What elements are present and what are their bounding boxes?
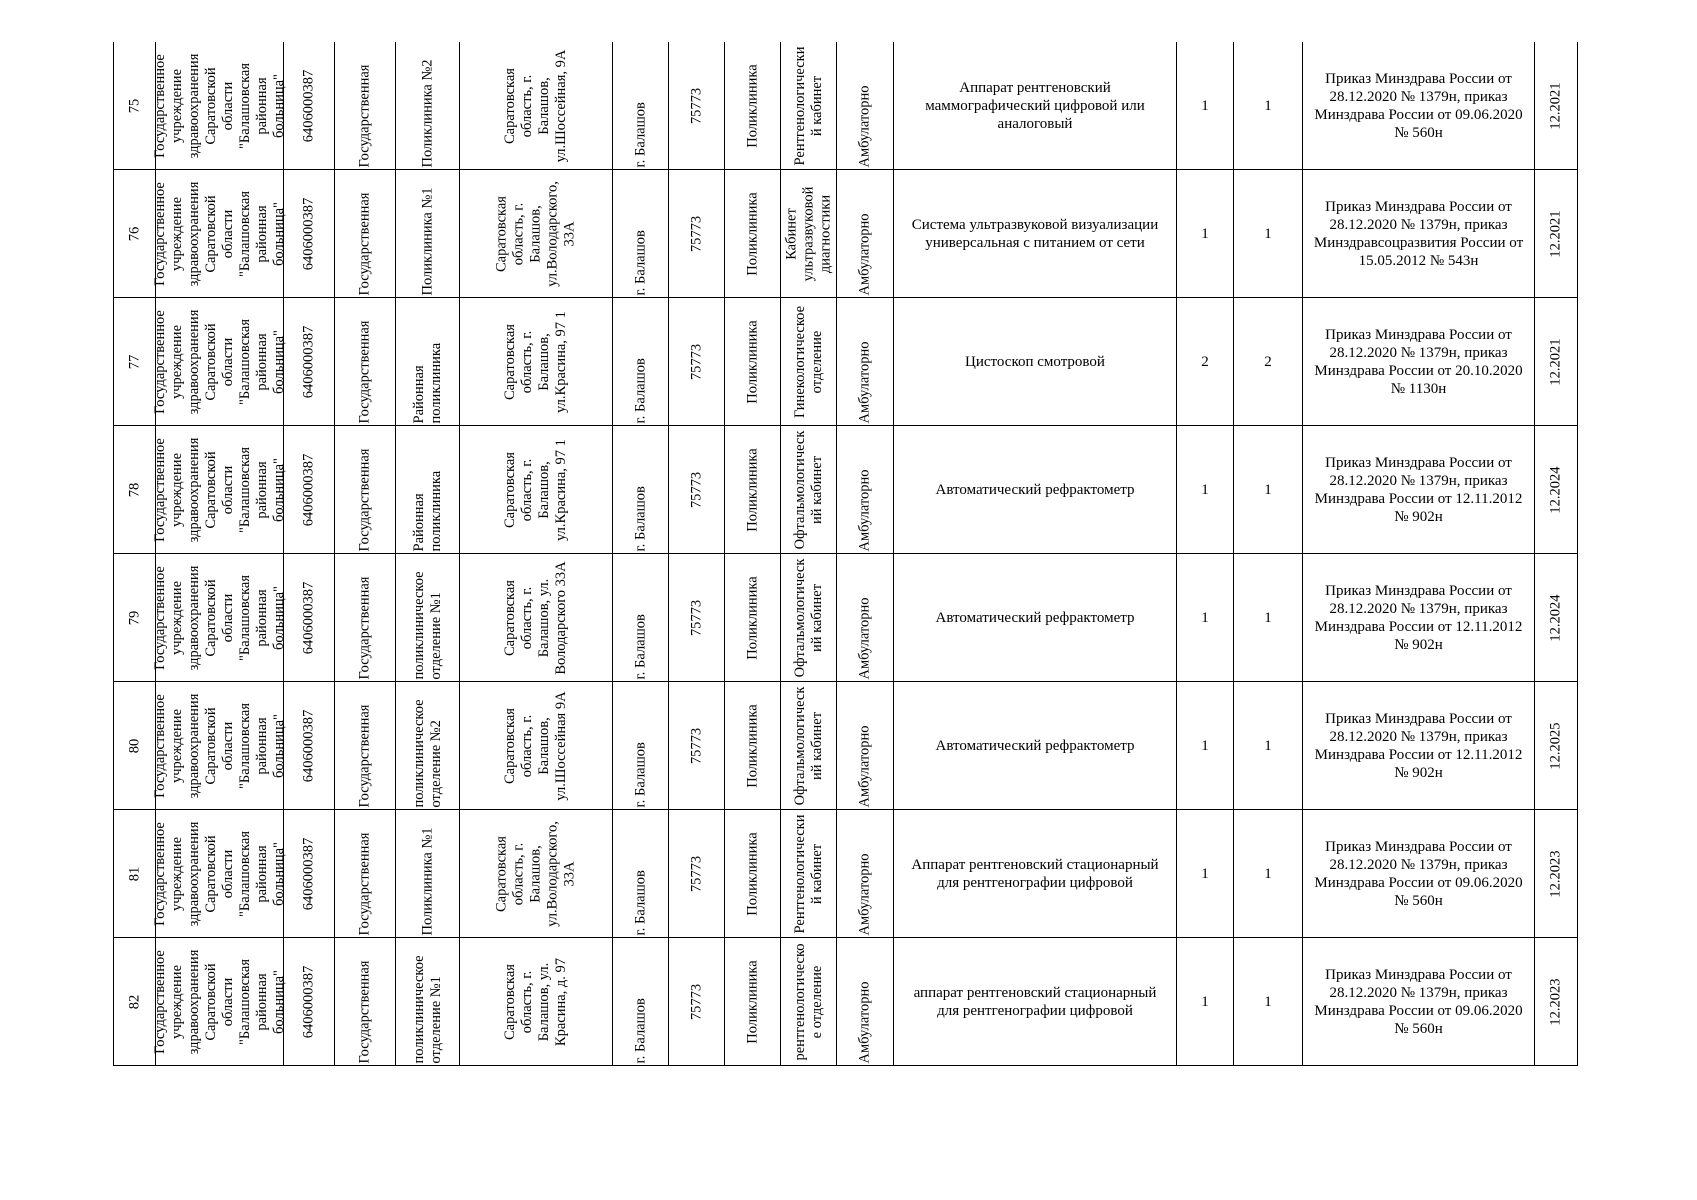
department-cell <box>781 682 837 810</box>
care-conditions: Амбулаторно <box>856 468 873 551</box>
equipment-name-cell <box>894 554 1177 682</box>
legal-basis: Приказ Минздрава России от 28.12.2020 № 1379н, приказ Минздрава России от 20.10.2020 № 1130н <box>1314 326 1523 397</box>
address: Саратовская область, г. Балашов, ул.Шоссейная, 9А <box>502 49 569 162</box>
organization-name: Государственное учреждение здравоохранения Саратовской области "Балашовская районная больница" <box>151 949 287 1054</box>
territory-code-cell <box>669 682 725 810</box>
ownership-form: Государственная <box>356 576 373 679</box>
quantity-required: 1 <box>1201 865 1209 882</box>
row-number: 79 <box>126 610 142 625</box>
territory-code: 75773 <box>688 855 704 892</box>
quantity-planned: 1 <box>1264 737 1272 754</box>
unit-name-cell <box>396 682 460 810</box>
quantity-planned: 1 <box>1264 97 1272 114</box>
ownership-form: Государственная <box>356 192 373 295</box>
city: г. Балашов <box>632 997 648 1063</box>
organization-name: Государственное учреждение здравоохранения Саратовской области "Балашовская районная больница" <box>151 181 287 286</box>
facility-type: Поликлиника <box>744 703 760 788</box>
organization-name-cell <box>151 810 287 938</box>
unit-name: поликлиническое отделение №1 <box>410 954 444 1063</box>
equipment-name: Аппарат рентгеновский стационарный для рентгенографии цифровой <box>911 856 1159 891</box>
organization-name-cell <box>151 42 287 170</box>
quantity-planned: 1 <box>1264 865 1272 882</box>
legal-basis: Приказ Минздрава России от 28.12.2020 № 1379н, приказ Минздрава России от 12.11.2012 № 902н <box>1314 582 1523 653</box>
row-number: 80 <box>126 738 142 753</box>
organization-name: Государственное учреждение здравоохранения Саратовской области "Балашовская районная больница" <box>151 693 287 798</box>
due-date-cell <box>1535 810 1578 938</box>
row-number: 77 <box>126 354 142 369</box>
city: г. Балашов <box>632 357 648 423</box>
ownership-form-cell <box>335 810 396 938</box>
city: г. Балашов <box>632 229 648 295</box>
address: Саратовская область, г. Балашов, ул.Красина, 97 1 <box>502 438 569 541</box>
row-number: 78 <box>126 482 142 497</box>
unit-name-cell <box>396 810 460 938</box>
inn-cell <box>284 170 335 298</box>
care-conditions-cell <box>837 42 894 170</box>
facility-type-cell <box>725 938 781 1066</box>
table-row <box>114 298 1578 426</box>
address-cell <box>460 682 613 810</box>
care-conditions: Амбулаторно <box>856 596 873 679</box>
department-cell <box>781 810 837 938</box>
department: Рентгенологический кабинет <box>791 814 825 933</box>
facility-type: Поликлиника <box>744 191 760 276</box>
inn-cell <box>284 682 335 810</box>
quantity-planned-cell <box>1234 682 1303 810</box>
unit-name-cell <box>396 170 460 298</box>
facility-type-cell <box>725 810 781 938</box>
row-number-cell <box>114 810 156 938</box>
quantity-required-cell <box>1177 170 1234 298</box>
ownership-form-cell <box>335 426 396 554</box>
city-cell <box>613 938 669 1066</box>
legal-basis: Приказ Минздрава России от 28.12.2020 № 1379н, приказ Минздрава России от 12.11.2012 № 902н <box>1314 454 1523 525</box>
legal-basis-cell <box>1303 426 1535 554</box>
unit-name: поликлиническое отделение №1 <box>410 570 444 679</box>
ownership-form: Государственная <box>356 320 373 423</box>
territory-code-cell <box>669 554 725 682</box>
equipment-name: аппарат рентгеновский стационарный для рентгенографии цифровой <box>913 984 1157 1019</box>
quantity-required-cell <box>1177 42 1234 170</box>
city: г. Балашов <box>632 869 648 935</box>
due-date-cell <box>1535 938 1578 1066</box>
facility-type-cell <box>725 554 781 682</box>
city: г. Балашов <box>632 741 648 807</box>
legal-basis-cell <box>1303 298 1535 426</box>
legal-basis-cell <box>1303 554 1535 682</box>
quantity-planned: 1 <box>1264 481 1272 498</box>
facility-type-cell <box>725 298 781 426</box>
row-number: 81 <box>126 866 142 881</box>
territory-code-cell <box>669 170 725 298</box>
address: Саратовская область, г. Балашов, ул.Володарского, 33А <box>493 180 578 287</box>
legal-basis: Приказ Минздрава России от 28.12.2020 № 1379н, приказ Минздрава России от 12.11.2012 № 902н <box>1314 710 1523 781</box>
city-cell <box>613 42 669 170</box>
city: г. Балашов <box>632 485 648 551</box>
ownership-form-cell <box>335 554 396 682</box>
city: г. Балашов <box>632 101 648 167</box>
department-cell <box>781 938 837 1066</box>
city: г. Балашов <box>632 613 648 679</box>
equipment-table <box>113 42 1578 1066</box>
territory-code: 75773 <box>688 215 704 252</box>
table-row <box>114 938 1578 1066</box>
inn-cell <box>284 938 335 1066</box>
quantity-required-cell <box>1177 426 1234 554</box>
territory-code: 75773 <box>688 87 704 124</box>
equipment-name: Система ультразвуковой визуализации универсальная с питанием от сети <box>911 216 1159 251</box>
due-date-cell <box>1535 554 1578 682</box>
quantity-planned: 2 <box>1264 353 1272 370</box>
unit-name: поликлиническое отделение №2 <box>410 698 444 807</box>
city-cell <box>613 298 669 426</box>
inn: 6406000387 <box>300 69 317 142</box>
row-number: 75 <box>126 98 142 113</box>
equipment-name: Аппарат рентгеновский маммографический цифровой или аналоговый <box>925 79 1145 132</box>
care-conditions-cell <box>837 682 894 810</box>
equipment-name-cell <box>894 810 1177 938</box>
care-conditions: Амбулаторно <box>856 724 873 807</box>
row-number-cell <box>114 426 156 554</box>
city-cell <box>613 810 669 938</box>
address: Саратовская область, г. Балашов, ул. Володарского 33А <box>502 560 569 675</box>
inn-cell <box>284 426 335 554</box>
legal-basis: Приказ Минздрава России от 28.12.2020 № 1379н, приказ Минздрава России от 09.06.2020 № 560н <box>1314 966 1523 1037</box>
due-date-cell <box>1535 426 1578 554</box>
address: Саратовская область, г. Балашов, ул.Шоссейная 9А <box>502 690 569 801</box>
quantity-required-cell <box>1177 938 1234 1066</box>
organization-name: Государственное учреждение здравоохранения Саратовской области "Балашовская районная больница" <box>151 821 287 926</box>
organization-name-cell <box>151 298 287 426</box>
territory-code-cell <box>669 938 725 1066</box>
inn: 6406000387 <box>300 709 317 782</box>
table-row <box>114 810 1578 938</box>
due-date-cell <box>1535 42 1578 170</box>
address-cell <box>460 170 613 298</box>
organization-name: Государственное учреждение здравоохранения Саратовской области "Балашовская районная больница" <box>151 565 287 670</box>
care-conditions-cell <box>837 298 894 426</box>
organization-name-cell <box>151 554 287 682</box>
quantity-required: 1 <box>1201 97 1209 114</box>
department-cell <box>781 554 837 682</box>
facility-type-cell <box>725 170 781 298</box>
row-number-cell <box>114 682 156 810</box>
legal-basis-cell <box>1303 42 1535 170</box>
care-conditions: Амбулаторно <box>856 340 873 423</box>
legal-basis-cell <box>1303 682 1535 810</box>
territory-code: 75773 <box>688 471 704 508</box>
territory-code-cell <box>669 298 725 426</box>
inn-cell <box>284 298 335 426</box>
quantity-required: 1 <box>1201 225 1209 242</box>
inn-cell <box>284 554 335 682</box>
quantity-required-cell <box>1177 554 1234 682</box>
legal-basis: Приказ Минздрава России от 28.12.2020 № 1379н, приказ Минздрава России от 09.06.2020 № 560н <box>1314 70 1523 141</box>
organization-name-cell <box>151 426 287 554</box>
row-number-cell <box>114 554 156 682</box>
equipment-name-cell <box>894 426 1177 554</box>
care-conditions: Амбулаторно <box>856 980 873 1063</box>
quantity-planned: 1 <box>1264 609 1272 626</box>
department: рентгенологическое отделение <box>791 942 825 1061</box>
due-date: 12.2025 <box>1547 721 1564 770</box>
organization-name: Государственное учреждение здравоохранения Саратовской области "Балашовская районная больница" <box>151 309 287 414</box>
inn: 6406000387 <box>300 197 317 270</box>
unit-name: Поликлиника №2 <box>419 58 435 167</box>
equipment-name: Автоматический рефрактометр <box>935 609 1135 626</box>
territory-code-cell <box>669 810 725 938</box>
legal-basis-cell <box>1303 810 1535 938</box>
quantity-planned-cell <box>1234 42 1303 170</box>
care-conditions: Амбулаторно <box>856 212 873 295</box>
department: Офтальмологический кабинет <box>791 558 825 677</box>
territory-code-cell <box>669 426 725 554</box>
unit-name-cell <box>396 554 460 682</box>
ownership-form: Государственная <box>356 960 373 1063</box>
address: Саратовская область, г. Балашов, ул.Володарского, 33А <box>493 820 578 927</box>
due-date-cell <box>1535 298 1578 426</box>
department-cell <box>781 298 837 426</box>
unit-name-cell <box>396 42 460 170</box>
facility-type: Поликлиника <box>744 959 760 1044</box>
ownership-form: Государственная <box>356 448 373 551</box>
care-conditions-cell <box>837 938 894 1066</box>
address-cell <box>460 554 613 682</box>
city-cell <box>613 682 669 810</box>
organization-name-cell <box>151 682 287 810</box>
row-number-cell <box>114 42 156 170</box>
table-row <box>114 426 1578 554</box>
department-cell <box>781 170 837 298</box>
ownership-form-cell <box>335 170 396 298</box>
territory-code: 75773 <box>688 343 704 380</box>
equipment-name: Цистоскоп смотровой <box>965 353 1105 370</box>
address: Саратовская область, г. Балашов, ул. Красина, д. 97 <box>502 957 569 1046</box>
due-date: 12.2021 <box>1547 81 1564 130</box>
due-date: 12.2024 <box>1547 465 1564 514</box>
inn: 6406000387 <box>300 581 317 654</box>
care-conditions-cell <box>837 554 894 682</box>
table-row <box>114 554 1578 682</box>
inn: 6406000387 <box>300 837 317 910</box>
quantity-required: 1 <box>1201 993 1209 1010</box>
quantity-planned-cell <box>1234 426 1303 554</box>
row-number-cell <box>114 938 156 1066</box>
department-cell <box>781 42 837 170</box>
care-conditions: Амбулаторно <box>856 84 873 167</box>
quantity-required: 2 <box>1201 353 1209 370</box>
address-cell <box>460 426 613 554</box>
table-row <box>114 42 1578 170</box>
care-conditions: Амбулаторно <box>856 852 873 935</box>
quantity-required: 1 <box>1201 609 1209 626</box>
quantity-planned-cell <box>1234 810 1303 938</box>
unit-name: Поликлиника №1 <box>419 186 435 295</box>
quantity-required-cell <box>1177 298 1234 426</box>
address-cell <box>460 810 613 938</box>
quantity-planned: 1 <box>1264 993 1272 1010</box>
territory-code: 75773 <box>688 599 704 636</box>
unit-name: Поликлиника №1 <box>419 826 435 935</box>
care-conditions-cell <box>837 810 894 938</box>
equipment-name-cell <box>894 170 1177 298</box>
quantity-planned-cell <box>1234 938 1303 1066</box>
inn-cell <box>284 42 335 170</box>
department: Офтальмологический кабинет <box>791 686 825 805</box>
territory-code: 75773 <box>688 727 704 764</box>
equipment-name-cell <box>894 298 1177 426</box>
quantity-planned-cell <box>1234 170 1303 298</box>
organization-name-cell <box>151 170 287 298</box>
department-cell <box>781 426 837 554</box>
table-body <box>114 42 1578 1066</box>
facility-type: Поликлиника <box>744 319 760 404</box>
address: Саратовская область, г. Балашов, ул.Красина, 97 1 <box>502 310 569 413</box>
legal-basis: Приказ Минздрава России от 28.12.2020 № 1379н, приказ Минздрава России от 09.06.2020 № 560н <box>1314 838 1523 909</box>
due-date: 12.2021 <box>1547 337 1564 386</box>
quantity-planned-cell <box>1234 298 1303 426</box>
ownership-form: Государственная <box>356 704 373 807</box>
unit-name-cell <box>396 298 460 426</box>
unit-name: Районная поликлиника <box>410 470 444 551</box>
due-date: 12.2024 <box>1547 593 1564 642</box>
facility-type: Поликлиника <box>744 447 760 532</box>
city-cell <box>613 426 669 554</box>
unit-name: Районная поликлиника <box>410 342 444 423</box>
inn: 6406000387 <box>300 965 317 1038</box>
row-number: 76 <box>126 226 142 241</box>
department: Рентгенологический кабинет <box>791 46 825 165</box>
organization-name: Государственное учреждение здравоохранения Саратовской области "Балашовская районная больница" <box>151 53 287 158</box>
quantity-required-cell <box>1177 810 1234 938</box>
ownership-form-cell <box>335 298 396 426</box>
row-number: 82 <box>126 994 142 1009</box>
equipment-name-cell <box>894 42 1177 170</box>
organization-name-cell <box>151 938 287 1066</box>
facility-type: Поликлиника <box>744 575 760 660</box>
equipment-name: Автоматический рефрактометр <box>935 737 1135 754</box>
address-cell <box>460 42 613 170</box>
territory-code-cell <box>669 42 725 170</box>
legal-basis-cell <box>1303 170 1535 298</box>
due-date: 12.2021 <box>1547 209 1564 258</box>
facility-type-cell <box>725 42 781 170</box>
ownership-form-cell <box>335 682 396 810</box>
inn-cell <box>284 810 335 938</box>
organization-name: Государственное учреждение здравоохранения Саратовской области "Балашовская районная больница" <box>151 437 287 542</box>
row-number-cell <box>114 298 156 426</box>
due-date: 12.2023 <box>1547 849 1564 898</box>
ownership-form: Государственная <box>356 832 373 935</box>
due-date: 12.2023 <box>1547 977 1564 1026</box>
quantity-required: 1 <box>1201 481 1209 498</box>
city-cell <box>613 170 669 298</box>
quantity-required-cell <box>1177 682 1234 810</box>
legal-basis-cell <box>1303 938 1535 1066</box>
table-row <box>114 170 1578 298</box>
unit-name-cell <box>396 938 460 1066</box>
due-date-cell <box>1535 682 1578 810</box>
city-cell <box>613 554 669 682</box>
quantity-planned: 1 <box>1264 225 1272 242</box>
facility-type-cell <box>725 682 781 810</box>
care-conditions-cell <box>837 426 894 554</box>
inn: 6406000387 <box>300 325 317 398</box>
inn: 6406000387 <box>300 453 317 526</box>
row-number-cell <box>114 170 156 298</box>
territory-code: 75773 <box>688 983 704 1020</box>
quantity-required: 1 <box>1201 737 1209 754</box>
due-date-cell <box>1535 170 1578 298</box>
department: Гинекологическое отделение <box>791 305 825 418</box>
facility-type-cell <box>725 426 781 554</box>
ownership-form: Государственная <box>356 64 373 167</box>
address-cell <box>460 298 613 426</box>
department: Офтальмологический кабинет <box>791 430 825 549</box>
unit-name-cell <box>396 426 460 554</box>
facility-type: Поликлиника <box>744 63 760 148</box>
equipment-name-cell <box>894 682 1177 810</box>
ownership-form-cell <box>335 938 396 1066</box>
care-conditions-cell <box>837 170 894 298</box>
ownership-form-cell <box>335 42 396 170</box>
department: Кабинет ультразвуковой диагностики <box>783 186 833 281</box>
equipment-name: Автоматический рефрактометр <box>935 481 1135 498</box>
facility-type: Поликлиника <box>744 831 760 916</box>
equipment-name-cell <box>894 938 1177 1066</box>
legal-basis: Приказ Минздрава России от 28.12.2020 № 1379н, приказ Минздравсоцразвития России от 15.05.2012 № 543н <box>1313 198 1524 269</box>
table-row <box>114 682 1578 810</box>
quantity-planned-cell <box>1234 554 1303 682</box>
address-cell <box>460 938 613 1066</box>
